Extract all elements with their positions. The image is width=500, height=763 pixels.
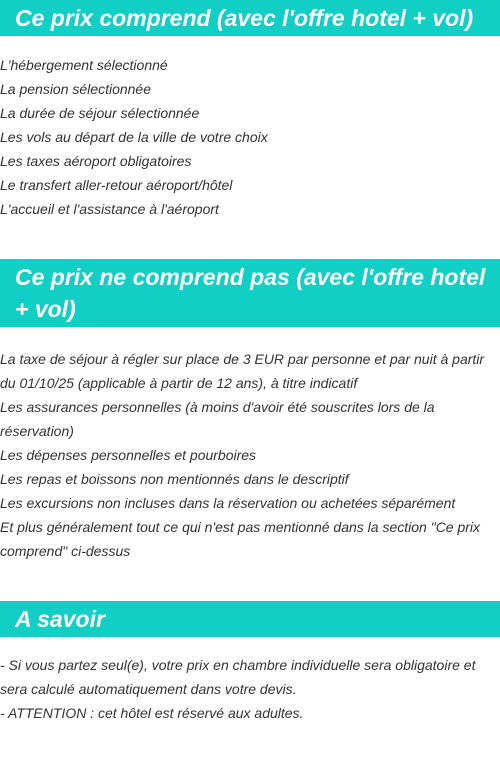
a-savoir-line: - Si vous partez seul(e), votre prix en chambre individuelle sera obligatoire et sera calculé automatiquement dans votre devis.: [0, 657, 476, 697]
list-item: Et plus généralement tout ce qui n'est pas mentionné dans la section "Ce prix comprend" ci-dessus: [0, 519, 481, 559]
excludes-section: [0, 259, 500, 563]
list-item: L'hébergement sélectionné: [0, 57, 168, 73]
includes-header: Ce prix comprend (avec l'offre hotel + vol): [0, 0, 500, 36]
list-item: La pension sélectionnée: [0, 81, 152, 97]
includes-list: [0, 36, 500, 221]
a-savoir-line: - ATTENTION : cet hôtel est réservé aux adultes.: [0, 705, 304, 721]
a-savoir-text: [0, 637, 500, 725]
a-savoir-header: A savoir: [0, 601, 500, 637]
list-item: Les dépenses personnelles et pourboires: [0, 447, 257, 463]
includes-section: [0, 0, 500, 221]
excludes-list: [0, 327, 500, 563]
list-item: Les vols au départ de la ville de votre choix: [0, 129, 268, 145]
list-item: La durée de séjour sélectionnée: [0, 105, 200, 121]
excludes-header: Ce prix ne comprend pas (avec l'offre hotel + vol): [0, 259, 500, 327]
list-item: L'accueil et l'assistance à l'aéroport: [0, 201, 219, 217]
list-item: Les assurances personnelles (à moins d'avoir été souscrites lors de la réservation): [0, 399, 435, 439]
list-item: Les taxes aéroport obligatoires: [0, 153, 192, 169]
list-item: Les excursions non incluses dans la réservation ou achetées séparément: [0, 495, 456, 511]
list-item: La taxe de séjour à régler sur place de 3 EUR par personne et par nuit à partir du 01/10/25 (applicable à partir de 12 ans), à titre indicatif: [0, 351, 485, 391]
a-savoir-section: [0, 601, 500, 725]
list-item: Le transfert aller-retour aéroport/hôtel: [0, 177, 233, 193]
list-item: Les repas et boissons non mentionnés dans le descriptif: [0, 471, 349, 487]
